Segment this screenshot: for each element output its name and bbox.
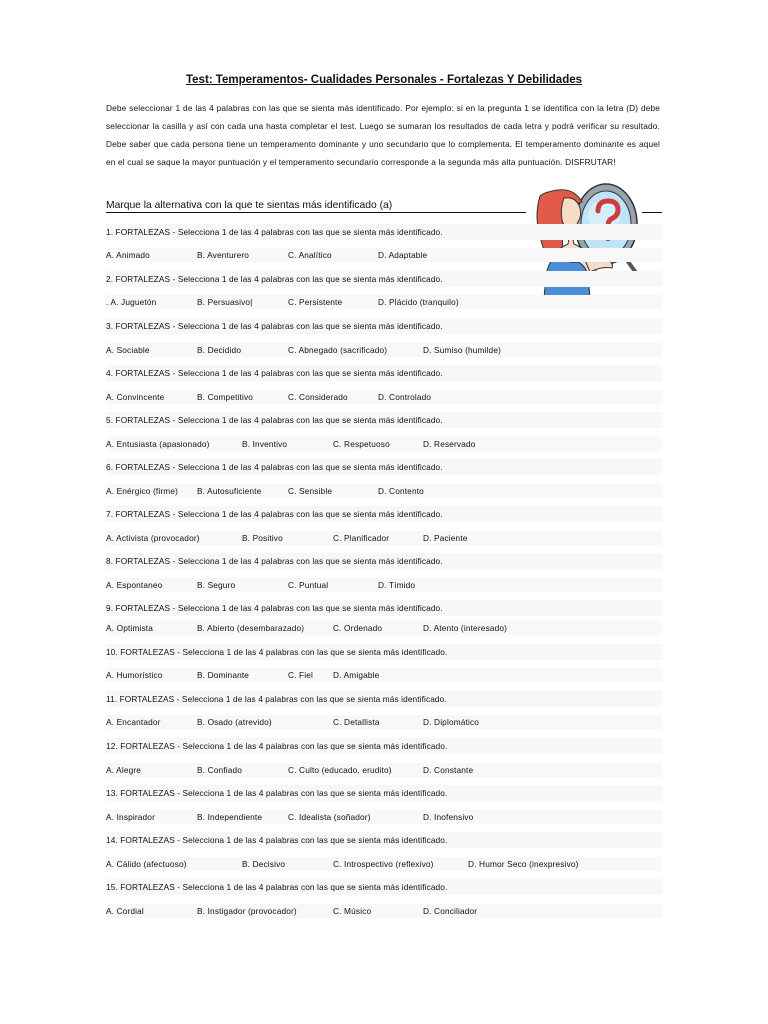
q8-option-c[interactable]: C. Puntual xyxy=(288,580,329,590)
intro-paragraph: Debe seleccionar 1 de las 4 palabras con las que se sienta más identificado. Por ejemplo: si en la pregunta 1 se identifica con la letra (D) debe seleccionar la casilla y así con cada una hasta completar el test. Luego se sumaran los resultados de cada letra y podrá verificar su resultado. Debe saber que cada persona tiene un temperamento dominante y uno secundario que lo complementa. El temperamento dominante es aquel en el cual se saque la mayor puntuación y el temperamento secundario corresponde a la segunda más alta puntuación. DISFRUTAR! xyxy=(106,103,660,167)
q2-option-c[interactable]: C. Persistente xyxy=(288,297,343,307)
q13-option-b[interactable]: B. Independiente xyxy=(197,812,263,822)
q11-option-d[interactable]: D. Diplomático xyxy=(423,717,480,727)
question-10-text: 10. FORTALEZAS - Selecciona 1 de las 4 palabras con las que se sienta más identificado. xyxy=(106,644,662,660)
q11-option-b[interactable]: B. Osado (atrevido) xyxy=(197,717,272,727)
question-8-text: 8. FORTALEZAS - Selecciona 1 de las 4 palabras con las que se sienta más identificado. xyxy=(106,553,662,569)
q12-option-b[interactable]: B. Confiado xyxy=(197,765,243,775)
q4-option-a[interactable]: A. Convincente xyxy=(106,392,165,402)
q7-option-d[interactable]: D. Paciente xyxy=(423,533,468,543)
question-11-text: 11. FORTALEZAS - Selecciona 1 de las 4 palabras con las que se sienta más identificado. xyxy=(106,691,662,707)
q9-option-a[interactable]: A. Optimista xyxy=(106,623,153,633)
q15-option-a[interactable]: A. Cordial xyxy=(106,906,144,916)
question-13-text: 13. FORTALEZAS - Selecciona 1 de las 4 palabras con las que se sienta más identificado. xyxy=(106,785,662,801)
question-2-options xyxy=(106,295,662,309)
q11-option-c[interactable]: C. Detallista xyxy=(333,717,380,727)
q12-option-c[interactable]: C. Culto (educado, erudito) xyxy=(288,765,392,775)
q5-option-c[interactable]: C. Respetuoso xyxy=(333,439,390,449)
question-12-text: 12. FORTALEZAS - Selecciona 1 de las 4 palabras con las que se sienta más identificado. xyxy=(106,738,662,754)
question-14-text: 14. FORTALEZAS - Selecciona 1 de las 4 palabras con las que se sienta más identificado. xyxy=(106,832,662,848)
q8-option-b[interactable]: B. Seguro xyxy=(197,580,236,590)
q1-option-a[interactable]: A. Animado xyxy=(106,250,150,260)
question-2-text: 2. FORTALEZAS - Selecciona 1 de las 4 palabras con las que se sienta más identificado. xyxy=(106,271,662,287)
question-15-options xyxy=(106,904,662,918)
question-7-options xyxy=(106,531,662,545)
q3-option-c[interactable]: C. Abnegado (sacrificado) xyxy=(288,345,388,355)
question-3-text: 3. FORTALEZAS - Selecciona 1 de las 4 palabras con las que se sienta más identificado. xyxy=(106,318,662,334)
q14-option-d[interactable]: D. Humor Seco (inexpresivo) xyxy=(468,859,579,869)
q14-option-a[interactable]: A. Cálido (afectuoso) xyxy=(106,859,187,869)
question-1-options xyxy=(106,248,662,262)
question-1-text: 1. FORTALEZAS - Selecciona 1 de las 4 palabras con las que se sienta más identificado. xyxy=(106,224,662,240)
q10-option-a[interactable]: A. Humorístico xyxy=(106,670,163,680)
q15-option-b[interactable]: B. Instigador (provocador) xyxy=(197,906,297,916)
q5-option-d[interactable]: D. Reservado xyxy=(423,439,476,449)
q1-option-c[interactable]: C. Analítico xyxy=(288,250,332,260)
q8-option-a[interactable]: A. Espontaneo xyxy=(106,580,163,590)
q7-option-b[interactable]: B. Positivo xyxy=(242,533,283,543)
q10-option-b[interactable]: B. Dominante xyxy=(197,670,250,680)
question-5-options xyxy=(106,437,662,451)
q1-option-b[interactable]: B. Aventurero xyxy=(197,250,250,260)
document-title: Test: Temperamentos- Cualidades Personales - Fortalezas Y Debilidades xyxy=(185,74,583,86)
q3-option-b[interactable]: B. Decidido xyxy=(197,345,242,355)
q14-option-c[interactable]: C. Introspectivo (reflexivo) xyxy=(333,859,434,869)
q6-option-b[interactable]: B. Autosuficiente xyxy=(197,486,262,496)
q9-option-b[interactable]: B. Abierto (desembarazado) xyxy=(197,623,305,633)
question-15-text: 15. FORTALEZAS - Selecciona 1 de las 4 palabras con las que se sienta más identificado. xyxy=(106,879,662,895)
q7-option-c[interactable]: C. Planificador xyxy=(333,533,390,543)
q12-option-d[interactable]: D. Constante xyxy=(423,765,474,775)
q2-option-b[interactable]: B. Persuasivo| xyxy=(197,297,253,307)
q9-option-d[interactable]: D. Atento (interesado) xyxy=(423,623,508,633)
question-4-options xyxy=(106,390,662,404)
question-6-text: 6. FORTALEZAS - Selecciona 1 de las 4 palabras con las que se sienta más identificado. xyxy=(106,459,662,475)
question-6-options xyxy=(106,484,662,498)
q6-option-d[interactable]: D. Contento xyxy=(378,486,424,496)
q7-option-a[interactable]: A. Activista (provocador) xyxy=(106,533,200,543)
q12-option-a[interactable]: A. Alegre xyxy=(106,765,142,775)
question-8-options xyxy=(106,578,662,592)
question-3-options xyxy=(106,343,662,357)
question-14-options xyxy=(106,857,662,871)
q4-option-b[interactable]: B. Competitivo xyxy=(197,392,254,402)
q6-option-a[interactable]: A. Enérgico (firme) xyxy=(106,486,179,496)
q2-option-a[interactable]: . A. Juguetón xyxy=(106,297,157,307)
q3-option-d[interactable]: D. Sumiso (humilde) xyxy=(423,345,502,355)
question-13-options xyxy=(106,810,662,824)
question-10-options xyxy=(106,668,662,682)
q13-option-c[interactable]: C. Idealista (soñador) xyxy=(288,812,371,822)
q4-option-d[interactable]: D. Controlado xyxy=(378,392,432,402)
q15-option-c[interactable]: C. Músico xyxy=(333,906,372,916)
q2-option-d[interactable]: D. Plácido (tranquilo) xyxy=(378,297,459,307)
q3-option-a[interactable]: A. Sociable xyxy=(106,345,150,355)
q6-option-c[interactable]: C. Sensible xyxy=(288,486,333,496)
q5-option-b[interactable]: B. Inventivo xyxy=(242,439,288,449)
q10-option-c[interactable]: C. Fiel xyxy=(288,670,314,680)
question-7-text: 7. FORTALEZAS - Selecciona 1 de las 4 palabras con las que se sienta más identificado. xyxy=(106,506,662,522)
question-9-text: 9. FORTALEZAS - Selecciona 1 de las 4 palabras con las que se sienta más identificado. xyxy=(106,600,662,616)
question-4-text: 4. FORTALEZAS - Selecciona 1 de las 4 palabras con las que se sienta más identificado. xyxy=(106,365,662,381)
q14-option-b[interactable]: B. Decisivo xyxy=(242,859,286,869)
q4-option-c[interactable]: C. Considerado xyxy=(288,392,348,402)
question-12-options xyxy=(106,763,662,777)
q8-option-d[interactable]: D. Tímido xyxy=(378,580,416,590)
question-5-text: 5. FORTALEZAS - Selecciona 1 de las 4 palabras con las que se sienta más identificado. xyxy=(106,412,662,428)
instruction-heading: Marque la alternativa con la que te sientas más identificado (a) xyxy=(106,200,526,213)
q11-option-a[interactable]: A. Encantador xyxy=(106,717,161,727)
question-9-options xyxy=(106,621,662,635)
q9-option-c[interactable]: C. Ordenado xyxy=(333,623,383,633)
q15-option-d[interactable]: D. Conciliador xyxy=(423,906,478,916)
q1-option-d[interactable]: D. Adaptable xyxy=(378,250,428,260)
q13-option-d[interactable]: D. Inofensivo xyxy=(423,812,474,822)
q5-option-a[interactable]: A. Entusiasta (apasionado) xyxy=(106,439,210,449)
q13-option-a[interactable]: A. Inspirador xyxy=(106,812,155,822)
question-11-options xyxy=(106,715,662,729)
q10-option-d[interactable]: D. Amigable xyxy=(333,670,380,680)
